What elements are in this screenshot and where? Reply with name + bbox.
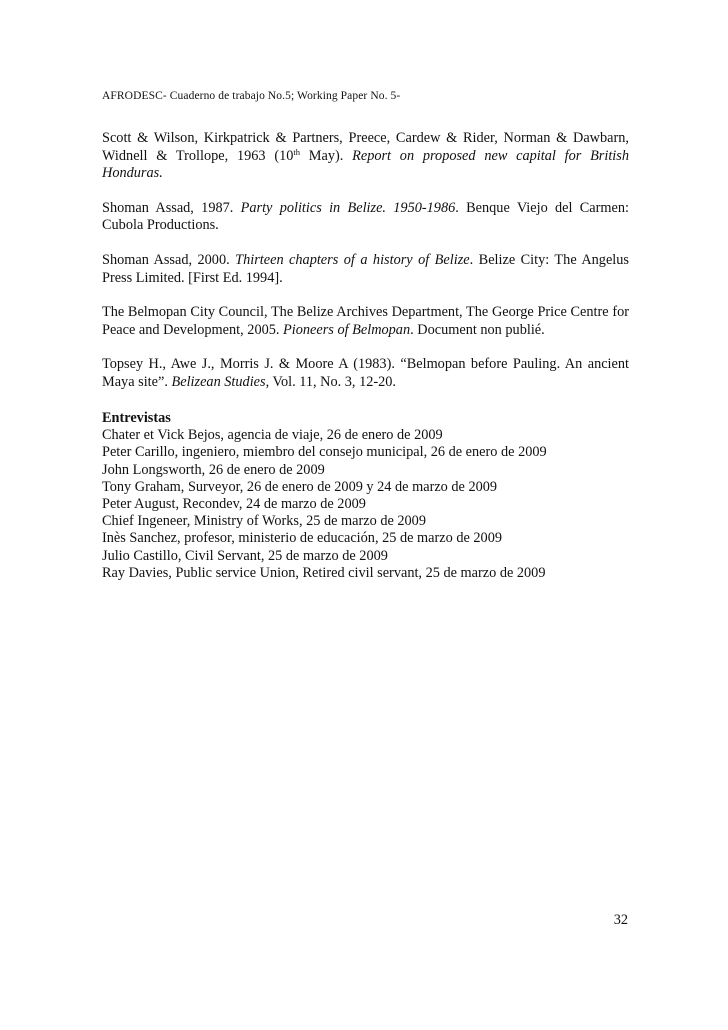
reference-text: . Belize City: The Angelus Press Limited. [First Ed. 1994]. (102, 251, 629, 286)
interview-entry: Inès Sanchez, profesor, ministerio de educación, 25 de marzo de 2009 (102, 530, 502, 547)
reference-title: Party politics in Belize. 1950-1986 (240, 199, 456, 216)
running-header: AFRODESC- Cuaderno de trabajo No.5; Working Paper No. 5- (102, 90, 401, 102)
reference-title: Thirteen chapters of a history of Belize (235, 251, 470, 268)
interview-entry: Ray Davies, Public service Union, Retired civil servant, 25 de marzo de 2009 (102, 564, 546, 581)
reference-text: The Belmopan City Council, The Belize Archives Department, The George Price Centre for Peace and Development, 2005. (102, 304, 629, 338)
reference-entry (102, 200, 629, 235)
reference-text: May). (300, 147, 353, 164)
reference-text: Topsey H., Awe J., Morris J. & Moore A (1983). “Belmopan before Pauling. An ancient Maya site”. (102, 356, 629, 390)
interview-entry: Chater et Vick Bejos, agencia de viaje, 26 de enero de 2009 (102, 427, 443, 444)
reference-title: Report on proposed new capital for British Honduras. (102, 147, 629, 182)
reference-entry (102, 304, 629, 339)
reference-text: . Benque Viejo del Carmen: Cubola Productions. (102, 199, 629, 234)
page-number: 32 (613, 912, 628, 928)
reference-text: . Document non publié. (410, 321, 545, 338)
interviews-heading: Entrevistas (102, 410, 171, 426)
interviews-section (102, 410, 629, 582)
interview-entry: Peter Carillo, ingeniero, miembro del consejo municipal, 26 de enero de 2009 (102, 444, 547, 461)
reference-title: Belizean Studies (171, 373, 266, 390)
reference-title: Pioneers of Belmopan (283, 321, 411, 338)
reference-text: Scott & Wilson, Kirkpatrick & Partners, Preece, Cardew & Rider, Norman & Dawbarn, Widnell & Trollope, 1963 (10 (102, 130, 629, 164)
reference-text: Shoman Assad, 2000. (102, 251, 236, 268)
interview-entry: Peter August, Recondev, 24 de marzo de 2009 (102, 496, 366, 513)
references-list (102, 130, 629, 409)
reference-text: , Vol. 11, No. 3, 12-20. (265, 373, 396, 390)
interview-entry: Tony Graham, Surveyor, 26 de enero de 2009 y 24 de marzo de 2009 (102, 478, 498, 495)
reference-entry (102, 252, 629, 287)
reference-superscript: th (293, 146, 301, 157)
reference-entry (102, 130, 629, 183)
reference-entry (102, 356, 629, 391)
interview-entry: Chief Ingeneer, Ministry of Works, 25 de marzo de 2009 (102, 513, 426, 530)
interview-entry: Julio Castillo, Civil Servant, 25 de marzo de 2009 (102, 547, 388, 564)
reference-text: Shoman Assad, 1987. (102, 199, 241, 216)
interview-entry: John Longsworth, 26 de enero de 2009 (102, 461, 325, 478)
